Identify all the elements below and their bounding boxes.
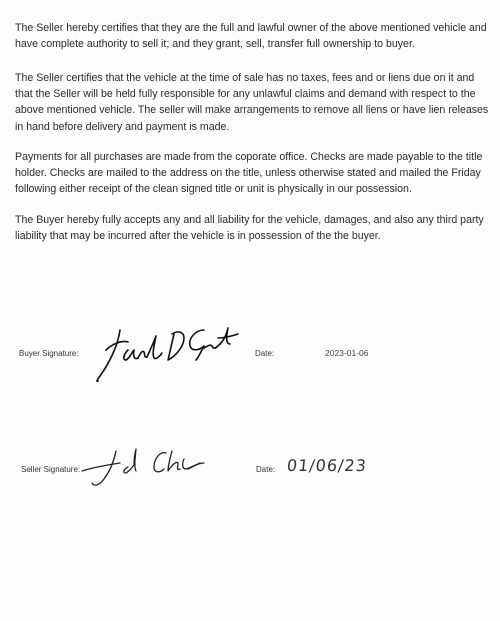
seller-signature-label: Seller Signature: [21, 465, 81, 474]
buyer-signature [92, 320, 242, 390]
seller-date-label: Date: [256, 465, 276, 474]
liens-paragraph: The Seller certifies that the vehicle at the time of sale has no taxes, fees and or liens due on it and that the Seller will be held fully responsible for any unlawful claims and demand with respect to the above mentioned vehicle. The seller will make arrangements to remove all liens or have lien releases in hand before delivery and payment is made. [15, 72, 489, 133]
payments-paragraph: Payments for all purchases are made from the coporate office. Checks are made payable to the title holder. Checks are mailed to the address on the title, unless otherwise stated and mailed the Friday following either receipt of the clean signed title or unit is physically in our possession. [15, 151, 483, 196]
liability-paragraph: The Buyer hereby fully accepts any and all liability for the vehicle, damages, and also any third party liability that may be incurred after the vehicle is in possession of the the buyer. [15, 214, 484, 243]
buyer-date-value: 2023-01-06 [325, 348, 369, 358]
buyer-signature-label: Buyer Signature: [19, 349, 79, 358]
ownership-paragraph: The Seller hereby certifies that they are the full and lawful owner of the above mentioned vehicle and have complete authority to sell it; and they grant, sell, transfer full ownership to buyer. [15, 22, 487, 51]
buyer-date-label: Date: [255, 349, 275, 358]
seller-date-value: 01/06/23 [286, 456, 368, 475]
seller-signature [80, 445, 220, 490]
